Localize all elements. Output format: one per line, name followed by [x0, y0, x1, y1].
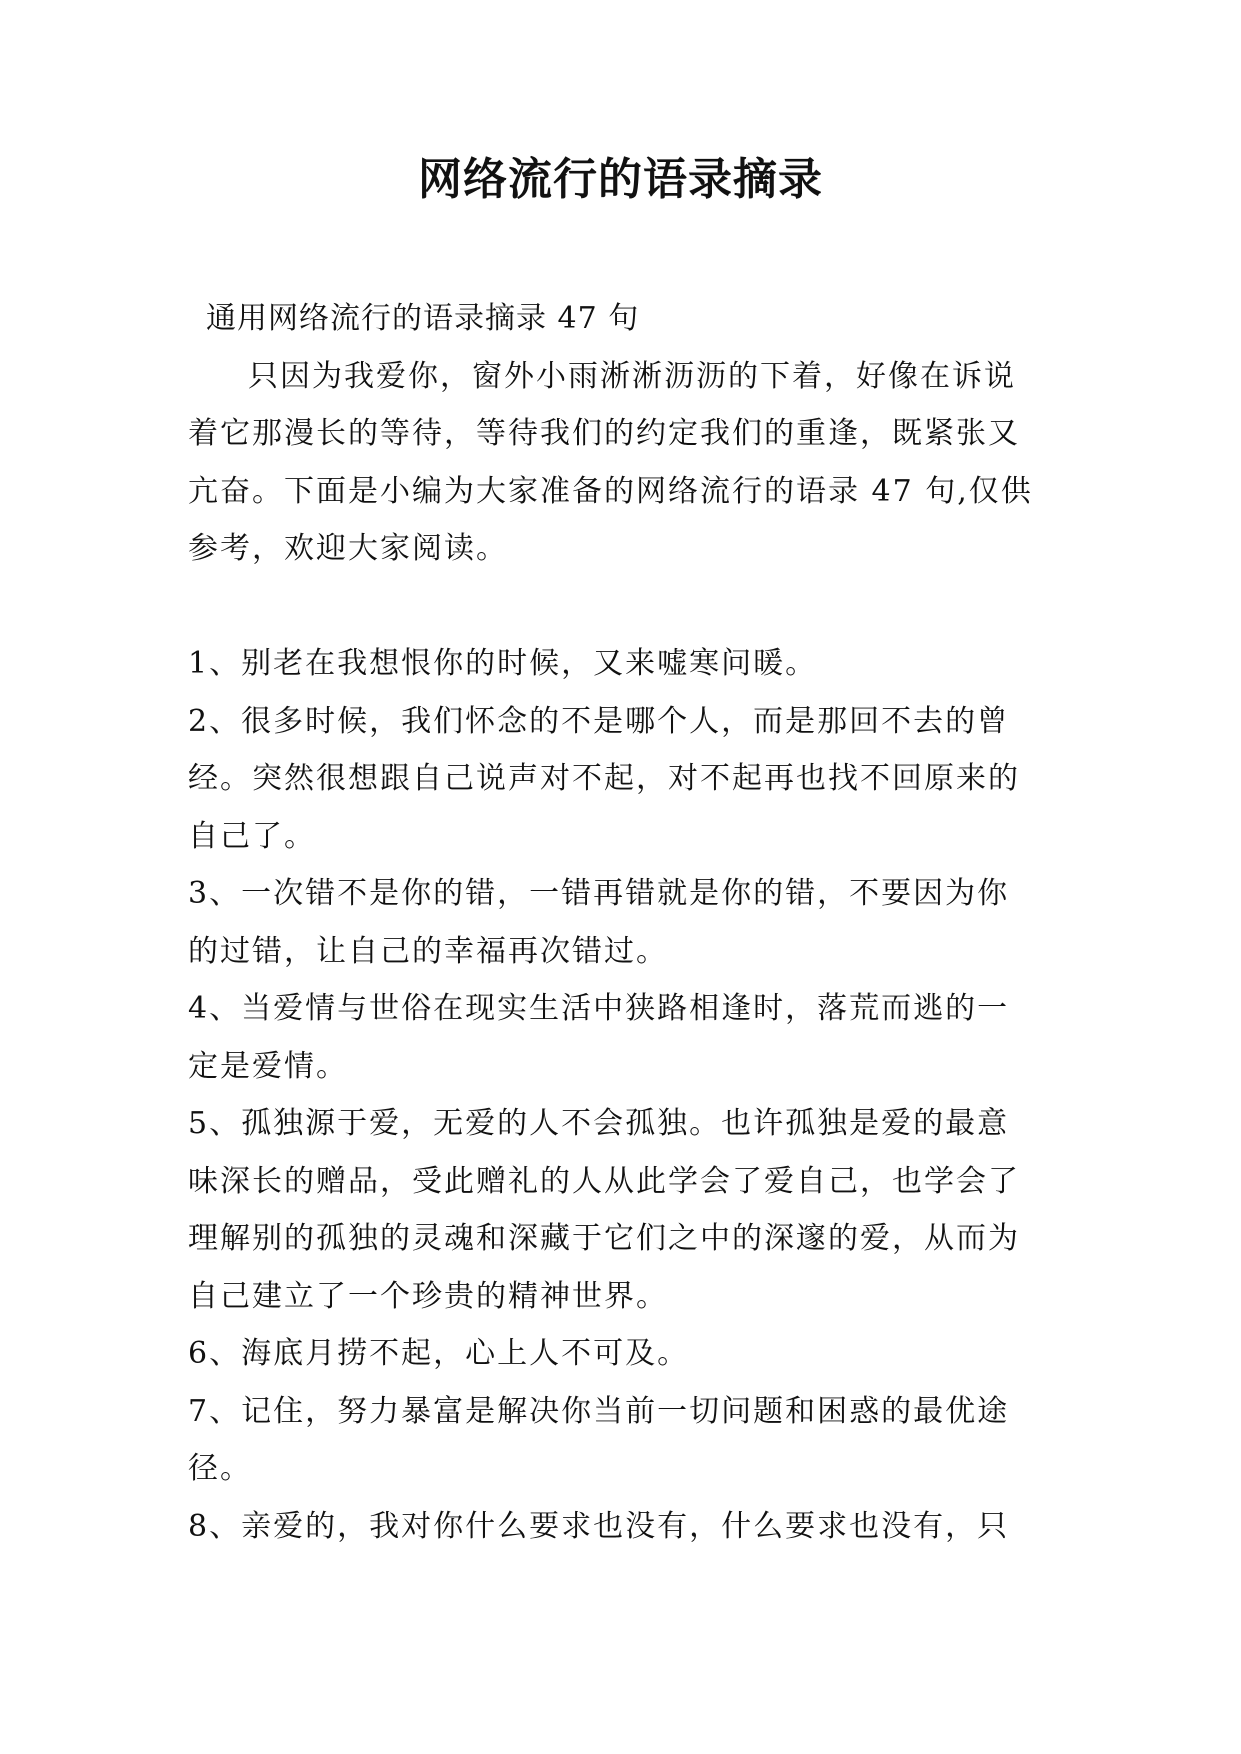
document-subtitle: 通用网络流行的语录摘录 47 句 [206, 301, 640, 336]
paragraph-gap [188, 578, 1054, 636]
quote-line: 3、一次错不是你的错，一错再错就是你的错，不要因为你 [188, 876, 1010, 911]
intro-line: 亢奋。下面是小编为大家准备的网络流行的语录 47 句,仅供 [188, 473, 1033, 509]
intro-line: 只因为我爱你，窗外小雨淅淅沥沥的下着，好像在诉说 [248, 358, 1016, 394]
quote-line: 5、孤独源于爱，无爱的人不会孤独。也许孤独是爱的最意 [188, 1106, 1010, 1141]
quote-line: 2、很多时候，我们怀念的不是哪个人，而是那回不去的曾 [188, 703, 1010, 739]
quote-line: 理解别的孤独的灵魂和深藏于它们之中的深邃的爱，从而为 [188, 1221, 1020, 1256]
quote-line: 4、当爱情与世俗在现实生活中狭路相逢时，落荒而逃的一 [188, 991, 1010, 1026]
document-body [188, 290, 1054, 1555]
quote-line: 1、别老在我想恨你的时候，又来嘘寒问暖。 [188, 646, 818, 681]
quote-line: 8、亲爱的，我对你什么要求也没有，什么要求也没有，只 [188, 1508, 1010, 1544]
quote-line: 经。突然很想跟自己说声对不起，对不起再也找不回原来的 [188, 761, 1020, 796]
quote-line: 定是爱情。 [188, 1048, 348, 1084]
quote-line: 径。 [188, 1451, 252, 1486]
quote-line: 6、海底月捞不起，心上人不可及。 [188, 1336, 690, 1371]
quote-line: 7、记住，努力暴富是解决你当前一切问题和困惑的最优途 [188, 1393, 1010, 1429]
quote-line: 自己了。 [188, 818, 316, 854]
quote-line: 自己建立了一个珍贵的精神世界。 [188, 1278, 668, 1314]
intro-line: 着它那漫长的等待，等待我们的约定我们的重逢，既紧张又 [188, 416, 1020, 451]
intro-line: 参考，欢迎大家阅读。 [188, 531, 508, 566]
document-title: 网络流行的语录摘录 [418, 154, 823, 205]
quote-line: 味深长的赠品，受此赠礼的人从此学会了爱自己，也学会了 [188, 1163, 1020, 1199]
quote-line: 的过错，让自己的幸福再次错过。 [188, 933, 668, 969]
